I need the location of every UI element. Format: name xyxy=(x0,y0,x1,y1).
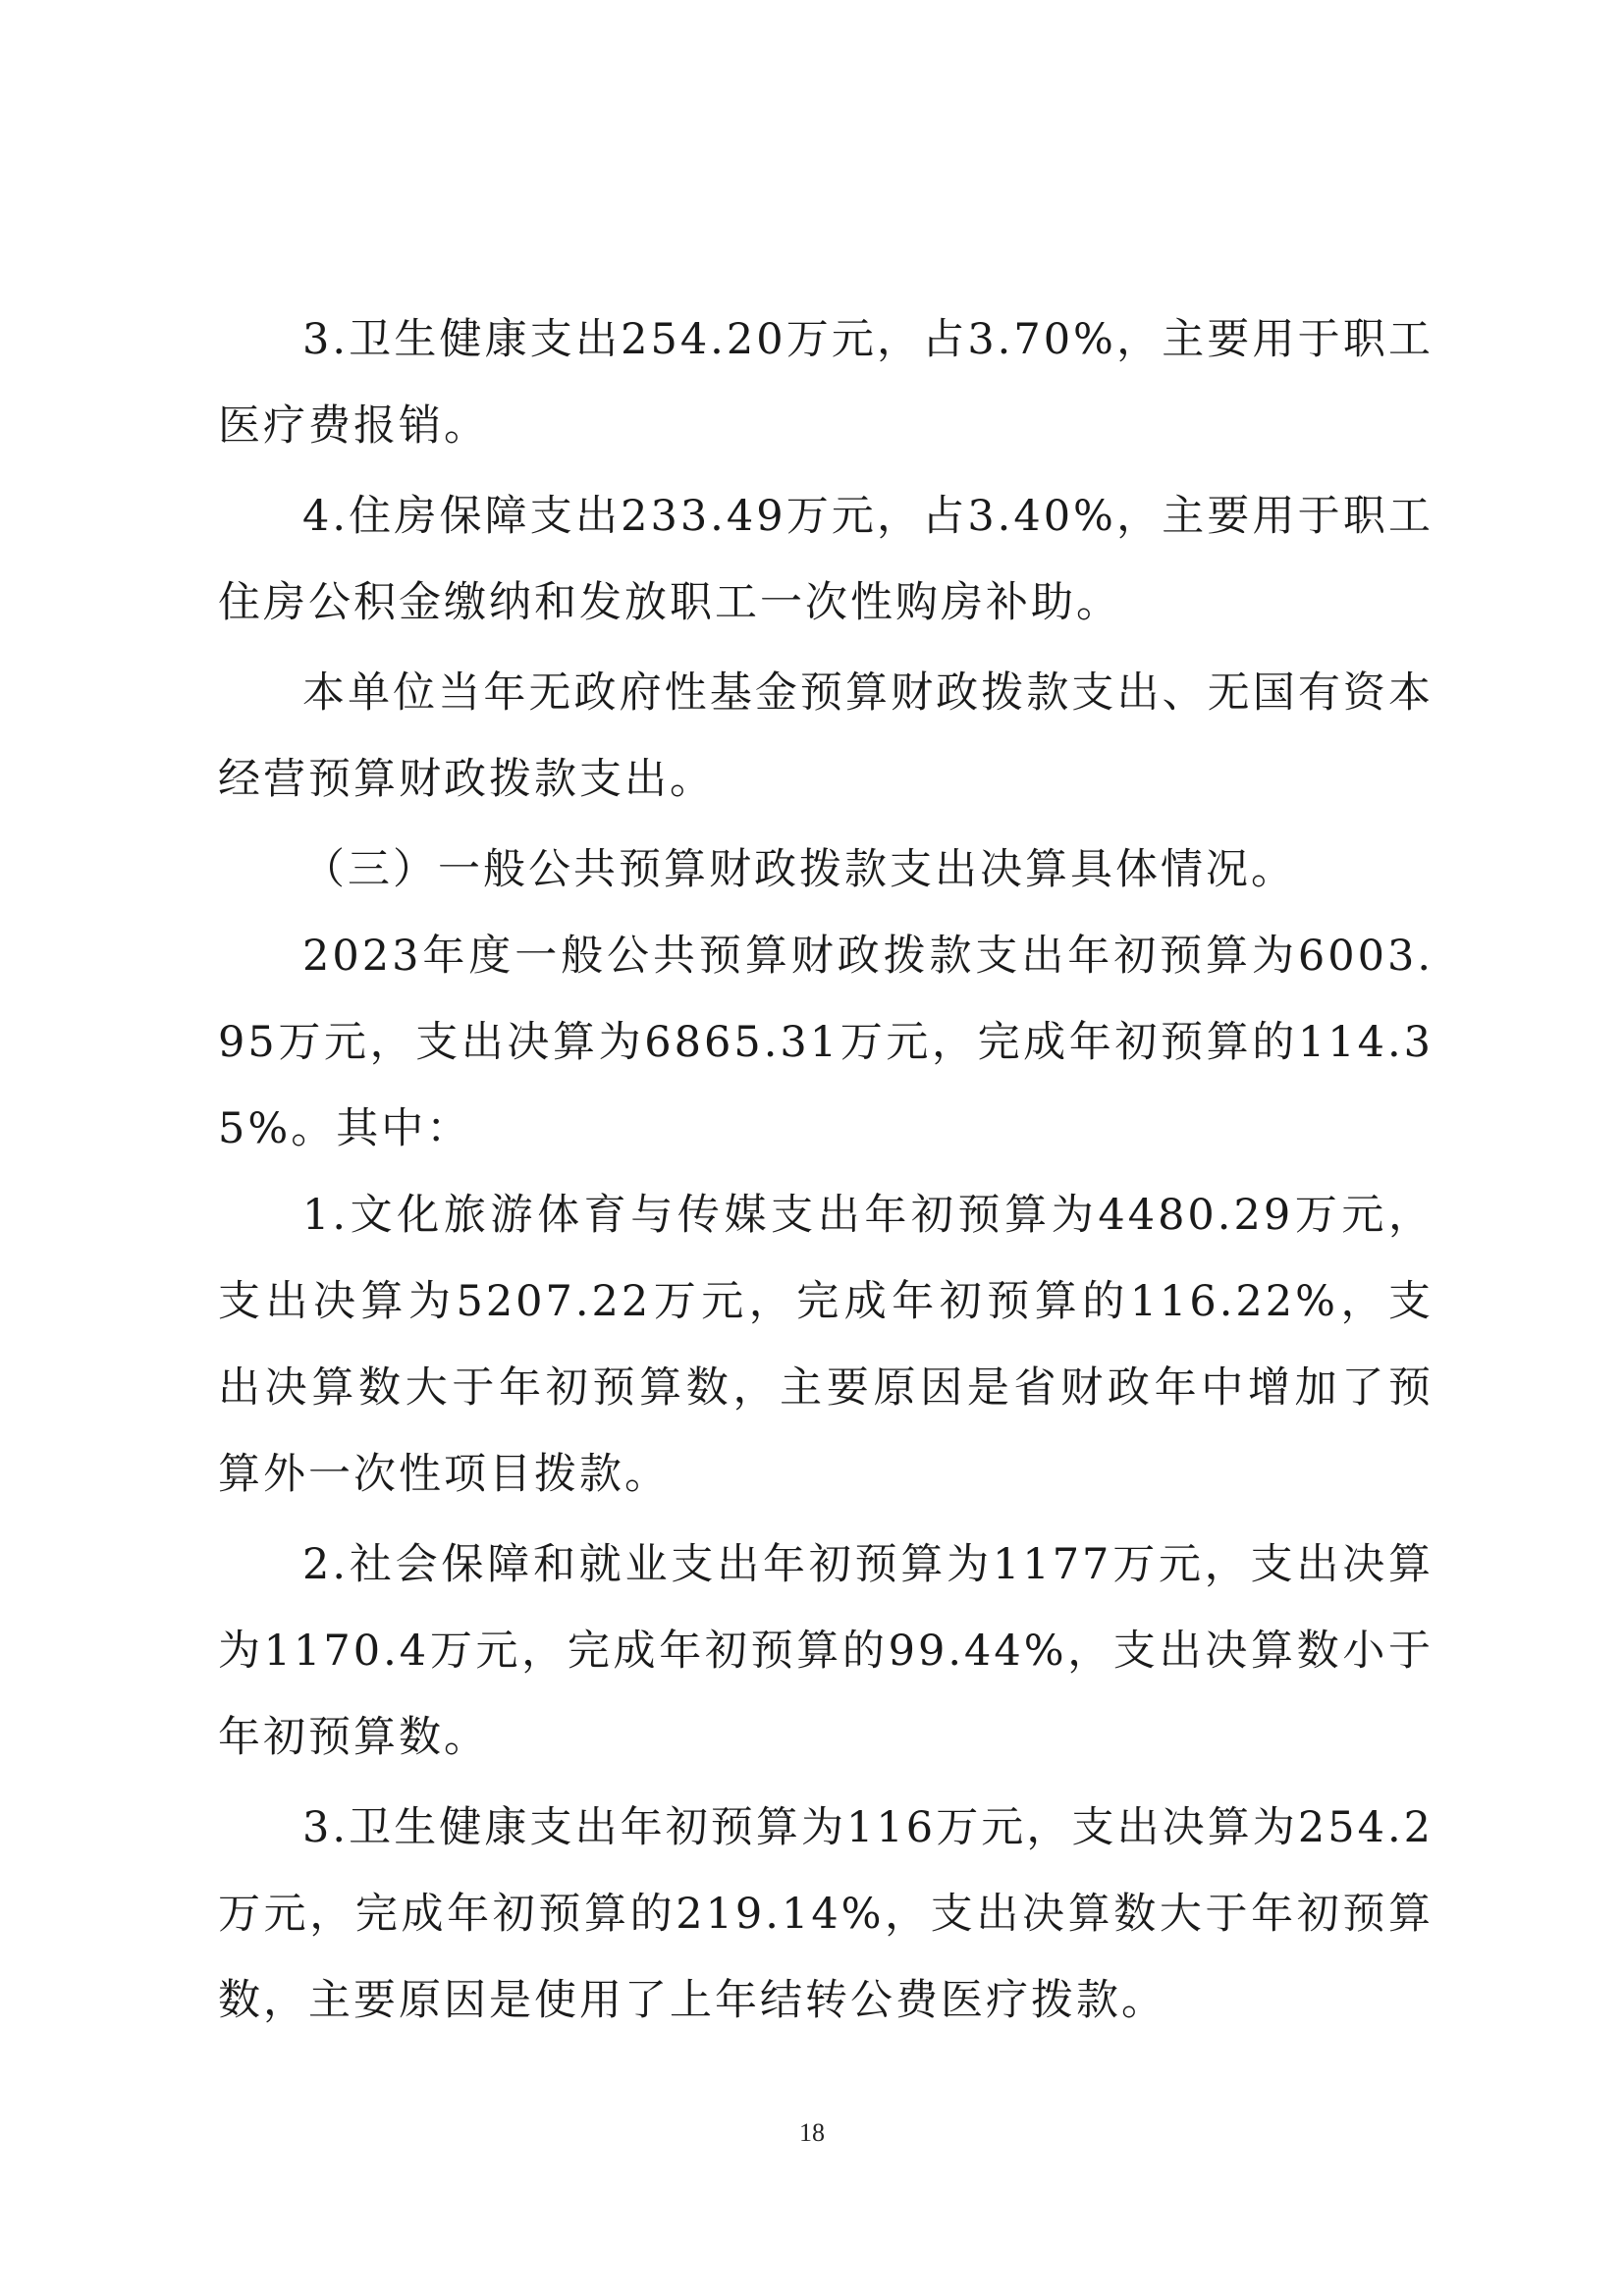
paragraph-housing-expenditure: 4.住房保障支出233.49万元，占3.40%，主要用于职工住房公积金缴纳和发放职工一次性购房补助。 xyxy=(218,492,1434,627)
paragraph-culture-tourism: 1.文化旅游体育与传媒支出年初预算为4480.29万元，支出决算为5207.22万元，完成年初预算的116.22%，支出决算数大于年初预算数，主要原因是省财政年中增加了预算外一次性项目拨款。 xyxy=(218,1191,1434,1499)
document-body xyxy=(218,296,1434,2044)
paragraph-health-expenditure: 3.卫生健康支出254.20万元，占3.70%，主要用于职工医疗费报销。 xyxy=(218,315,1434,451)
paragraph-social-security: 2.社会保障和就业支出年初预算为1177万元，支出决算为1170.4万元，完成年初预算的99.44%，支出决算数小于年初预算数。 xyxy=(218,1540,1434,1762)
paragraph-general-budget-summary: 2023年度一般公共预算财政拨款支出年初预算为6003.95万元，支出决算为6865.31万元，完成年初预算的114.35%。其中： xyxy=(218,932,1434,1153)
section-heading-general-budget: （三）一般公共预算财政拨款支出决算具体情况。 xyxy=(302,845,1296,894)
paragraph-health-budget: 3.卫生健康支出年初预算为116万元，支出决算为254.2万元，完成年初预算的219.14%，支出决算数大于年初预算数，主要原因是使用了上年结转公费医疗拨款。 xyxy=(218,1803,1434,2025)
page-number: 18 xyxy=(799,2118,825,2147)
paragraph-no-fund-expenditure: 本单位当年无政府性基金预算财政拨款支出、无国有资本经营预算财政拨款支出。 xyxy=(218,668,1434,804)
